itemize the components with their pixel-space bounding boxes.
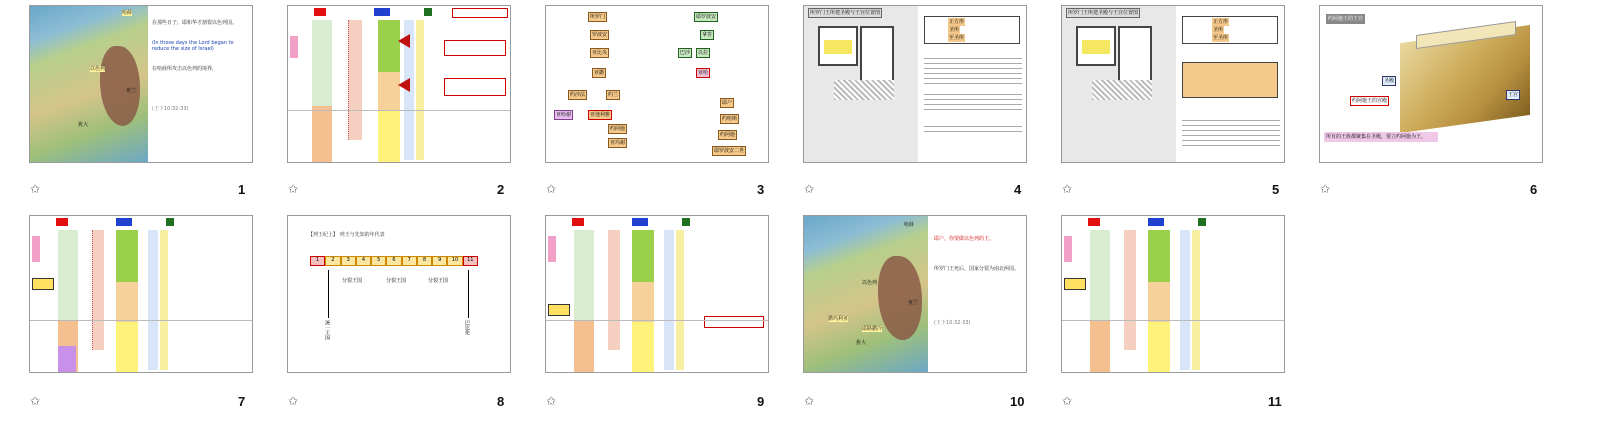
column-bar [548, 236, 556, 262]
slide-thumbnail-4[interactable] [803, 5, 1027, 163]
timeline-label: 巴比伦 [464, 320, 470, 335]
header-north [1088, 218, 1100, 226]
slide-number: 8 [497, 394, 505, 409]
slide-number: 7 [238, 394, 246, 409]
column-bar [1064, 278, 1086, 290]
text-block [924, 54, 1022, 84]
legend-item: 圣所 [1213, 27, 1224, 33]
legend-item: 至圣所 [1213, 35, 1229, 41]
tree-node: 约沙法 [570, 92, 586, 98]
header-prophet [166, 218, 174, 226]
column-bar [92, 230, 104, 350]
slide-text: 在那些日子，耶和华才割裂以色列国。 [152, 20, 238, 26]
timeline-label: 分裂王国 [428, 278, 449, 284]
room [834, 80, 894, 100]
slide-number: 3 [757, 182, 765, 197]
column-bar [312, 106, 332, 162]
timeline-row [310, 256, 478, 266]
timeline-cell: 10 [447, 256, 462, 266]
map-label: 耶路撒冷 [862, 326, 883, 332]
header-north [314, 8, 326, 16]
grid-line [30, 320, 253, 321]
callout-label: 所有的王族都聚集在圣殿，要立约阿施为王。 [1324, 132, 1438, 142]
timeline-note [452, 8, 508, 18]
column-bar [1148, 230, 1170, 282]
note-box [444, 40, 506, 56]
slide-thumbnail-7[interactable] [29, 215, 253, 373]
text-block [924, 122, 1022, 136]
slide-star-icon[interactable]: ✩ [288, 182, 299, 196]
column-bar [116, 322, 138, 372]
slide-number: 6 [1530, 182, 1538, 197]
column-bar [290, 36, 298, 58]
callout-label: 圣殿 [1384, 78, 1395, 84]
map-label: 以色列 [862, 280, 878, 286]
timeline-cell: 6 [386, 256, 401, 266]
column-bar [608, 230, 620, 350]
legend [924, 16, 1020, 44]
header-south [632, 218, 648, 226]
map-label: 犹大 [78, 122, 89, 128]
column-bar [378, 20, 400, 72]
tree-node: 亚哈 [698, 70, 709, 76]
note-box [704, 316, 764, 328]
column-bar [664, 230, 674, 370]
slide-number: 2 [497, 182, 505, 197]
slide-text: (王下10:32-33) [934, 320, 971, 326]
slide-thumbnail-8[interactable] [287, 215, 511, 373]
tree-node: 亚他利雅 [590, 112, 611, 118]
column-bar [632, 230, 654, 282]
column-bar [312, 20, 332, 120]
slide-thumbnail-3[interactable] [545, 5, 769, 163]
tree-node: 耶户 [722, 100, 733, 106]
callout-label: 约阿施王的宫殿 [1352, 98, 1388, 104]
room [1082, 40, 1110, 54]
map-label: 哈薛 [904, 222, 915, 228]
room [824, 40, 852, 54]
column-bar [58, 230, 78, 320]
header-north [56, 218, 68, 226]
slide-text: (In those days the Lord began to reduce the size of Israel) [152, 40, 234, 52]
slide-star-icon[interactable]: ✩ [30, 182, 41, 196]
tree-node: 亚哈谢 [556, 112, 572, 118]
slide-thumbnail-6[interactable] [1319, 5, 1543, 163]
column-bar [1064, 236, 1072, 262]
column-bar [148, 230, 158, 370]
note-box [444, 78, 506, 96]
legend-item: 正方形 [949, 19, 965, 25]
slide-thumbnail-1[interactable] [29, 5, 253, 163]
column-bar [632, 322, 654, 372]
map-label: 撒玛利亚 [828, 316, 849, 322]
tree-node: 约兰 [608, 92, 619, 98]
column-bar [574, 230, 594, 320]
room [1092, 80, 1152, 100]
column-bar [1180, 230, 1190, 370]
timeline-cell: 9 [432, 256, 447, 266]
slide-thumbnail-9[interactable] [545, 215, 769, 373]
tree-node: 亚撒 [594, 70, 605, 76]
legend-box [1182, 62, 1278, 98]
header-north [572, 218, 584, 226]
text-block [924, 90, 1022, 114]
tree-node: 以拉 [698, 50, 709, 56]
slide-title: 【列王纪上】 列王与先知的年代表 [308, 232, 385, 238]
column-bar [160, 230, 168, 370]
column-bar [348, 20, 362, 140]
slide-title: 所罗门王所建圣殿与王宫位置图 [1068, 10, 1139, 16]
map-label: 亚兰 [126, 88, 137, 94]
column-bar [32, 278, 54, 290]
text-block [1182, 116, 1280, 146]
tree-node: 约阿施 [720, 132, 736, 138]
tree-node: 拿答 [702, 32, 713, 38]
map-label: 犹大 [856, 340, 867, 346]
legend-item: 圣所 [949, 27, 960, 33]
slide-thumbnail-10[interactable] [803, 215, 1027, 373]
slide-title: 约阿施王的王宫 [1328, 16, 1364, 22]
column-bar [1192, 230, 1200, 370]
legend-item: 正方形 [1213, 19, 1229, 25]
legend-item: 至圣所 [949, 35, 965, 41]
column-bar [1124, 230, 1136, 350]
slide-text: 所罗门王死后，国家分裂为南北两国。 [934, 266, 1020, 272]
arrow-up [468, 270, 469, 318]
arrow [398, 34, 410, 48]
column-bar [416, 20, 424, 160]
callout-label: 王宫 [1508, 92, 1519, 98]
column-bar [548, 304, 570, 316]
timeline-label: 分裂王国 [342, 278, 363, 284]
header-prophet [682, 218, 690, 226]
timeline-cell: 1 [310, 256, 325, 266]
column-bar [676, 230, 684, 370]
header-prophet [424, 8, 432, 16]
tree-node: 巴沙 [680, 50, 691, 56]
column-bar [58, 346, 76, 372]
column-bar [116, 230, 138, 282]
slide-star-icon[interactable]: ✩ [1062, 394, 1073, 408]
slide-text: (王下10:32-33) [152, 106, 189, 112]
header-south [116, 218, 132, 226]
map-label: 以色列 [90, 66, 106, 72]
arrow-up [328, 270, 329, 318]
timeline-cell: 3 [341, 256, 356, 266]
slide-text: 在哈薛所攻击以色列的境界， [152, 66, 218, 72]
tree-node: 罗波安 [592, 32, 608, 38]
slide-thumbnail-11[interactable] [1061, 215, 1285, 373]
timeline-cell: 2 [325, 256, 340, 266]
column-bar [574, 320, 594, 372]
slide-thumbnail-2[interactable] [287, 5, 511, 163]
header-prophet [1198, 218, 1206, 226]
column-bar [116, 282, 138, 322]
column-bar [1148, 282, 1170, 322]
slide-number: 10 [1010, 394, 1025, 409]
timeline-cell: 11 [463, 256, 478, 266]
timeline-cell: 5 [371, 256, 386, 266]
column-bar [1090, 320, 1110, 372]
slide-star-icon[interactable]: ✩ [1062, 182, 1073, 196]
header-south [1148, 218, 1164, 226]
slide-star-icon[interactable]: ✩ [546, 182, 557, 196]
tree-node: 亚玛谢 [610, 140, 626, 146]
tree-node: 所罗门 [590, 14, 606, 20]
column-bar [378, 72, 400, 110]
arrow [398, 78, 410, 92]
timeline-cell: 8 [417, 256, 432, 266]
slide-star-icon[interactable]: ✩ [546, 394, 557, 408]
timeline-cell: 7 [402, 256, 417, 266]
tree-node: 耶罗波安二世 [714, 148, 745, 154]
map-label: 亚兰 [908, 300, 919, 306]
tree-node: 亚比央 [592, 50, 608, 56]
tree-node: 约哈斯 [722, 116, 738, 122]
legend [1182, 16, 1278, 44]
header-south [374, 8, 390, 16]
slide-number: 5 [1272, 182, 1280, 197]
column-bar [378, 110, 400, 162]
slide-thumbnail-5[interactable] [1061, 5, 1285, 163]
slide-star-icon[interactable]: ✩ [804, 394, 815, 408]
tree-node: 耶罗波安 [696, 14, 717, 20]
slide-number: 11 [1268, 394, 1282, 409]
column-bar [1148, 322, 1170, 372]
timeline-label: 分裂王国 [386, 278, 407, 284]
grid-line [1062, 320, 1285, 321]
slide-star-icon[interactable]: ✩ [30, 394, 41, 408]
tree-node: 约阿施 [610, 126, 626, 132]
column-bar [632, 282, 654, 322]
column-bar [32, 236, 40, 262]
slide-star-icon[interactable]: ✩ [804, 182, 815, 196]
slide-star-icon[interactable]: ✩ [288, 394, 299, 408]
grid-line [288, 110, 511, 111]
slide-star-icon[interactable]: ✩ [1320, 182, 1331, 196]
slide-number: 1 [238, 182, 246, 197]
column-bar [1090, 230, 1110, 320]
grid-line [546, 320, 769, 321]
slide-number: 4 [1014, 182, 1022, 197]
slide-title: 所罗门王所建圣殿与王宫位置图 [810, 10, 881, 16]
timeline-label: 统一王国 [324, 320, 330, 340]
slide-number: 9 [757, 394, 765, 409]
timeline-cell: 4 [356, 256, 371, 266]
map-label: 哈薛 [122, 10, 133, 16]
slide-text: 耶户，你要做以色列的王。 [934, 236, 995, 242]
